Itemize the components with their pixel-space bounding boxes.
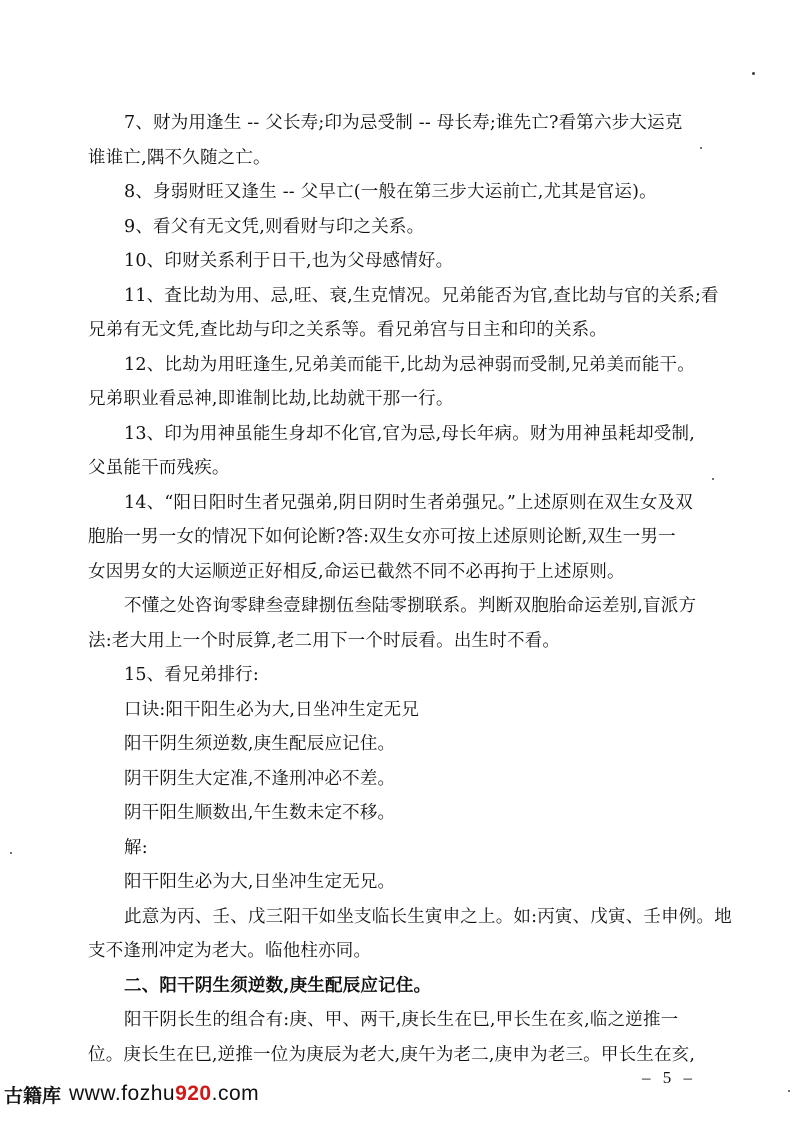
text-line: 13、印为用神虽能生身却不化官,官为忌,母长年病。财为用神虽耗却受制,: [124, 423, 695, 444]
text-line: 位。庚长生在巳,逆推一位为庚辰为老大,庚午为老二,庚申为老三。甲长生在亥,: [88, 1044, 696, 1065]
watermark-logo-text: 古籍库: [4, 1085, 62, 1107]
text-line: 口诀:阳干阳生必为大,日坐冲生定无兄: [124, 699, 420, 720]
scan-speck: [712, 478, 714, 480]
text-line: 9、看父有无文凭,则看财与印之关系。: [124, 216, 425, 237]
text-line: 谁谁亡,隅不久随之亡。: [88, 147, 271, 168]
watermark-url-prefix: www.fozhu: [69, 1082, 176, 1105]
text-line: 兄弟有无文凭,查比劫与印之关系等。看兄弟宫与日主和印的关系。: [88, 320, 608, 340]
text-line: 7、财为用逢生 -- 父长寿;印为忌受制 -- 母长寿;谁先亡?看第六步大运克: [124, 113, 683, 133]
text-line: 阴干阳生顺数出,午生数未定不移。: [124, 803, 396, 823]
text-line: 阴干阴生大定准,不逢刑冲必不差。: [124, 768, 396, 789]
text-line: 兄弟职业看忌神,即谁制比劫,比劫就干那一行。: [88, 389, 454, 409]
text-line: 女因男女的大运顺逆正好相反,命运已截然不同不必再拘于上述原则。: [88, 561, 625, 582]
text-line: 胞胎一男一女的情况下如何论断?答:双生女亦可按上述原则论断,双生一男一: [88, 527, 676, 547]
text-line: 阳干阴长生的组合有:庚、甲、两干,庚长生在巳,甲长生在亥,临之逆推一: [124, 1010, 679, 1030]
text-line: 14、“阳日阳时生者兄强弟,阴日阴时生者弟强兄。”上述原则在双生女及双: [124, 492, 693, 513]
text-line: 法:老大用上一个时辰算,老二用下一个时辰看。出生时不看。: [88, 630, 561, 651]
watermark-url: [69, 1082, 259, 1106]
text-line: 15、看兄弟排行:: [124, 665, 259, 685]
body-text: [88, 106, 734, 1072]
page-number: – 5 –: [642, 1068, 696, 1087]
scan-speck: [788, 1090, 790, 1092]
watermark-url-suffix: .com: [211, 1082, 260, 1105]
scan-speck: [10, 852, 12, 854]
text-line: 12、比劫为用旺逢生,兄弟美而能干,比劫为忌神弱而受制,兄弟美而能干。: [124, 354, 695, 375]
text-line: 二、阳干阴生须逆数,庚生配辰应记住。: [124, 975, 432, 996]
scan-speck: [752, 72, 755, 75]
site-watermark: [4, 1078, 259, 1110]
text-line: 11、査比劫为用、忌,旺、衰,生克情况。兄弟能否为官,查比劫与官的关系;看: [124, 285, 719, 306]
scan-speck: [700, 147, 702, 149]
text-line: 解:: [124, 837, 148, 858]
text-line: 阳干阳生必为大,日坐冲生定无兄。: [124, 872, 396, 892]
text-line: 不懂之处咨询零肆叁壹肆捌伍叁陆零捌联系。判断双胞胎命运差别,盲派方: [124, 596, 697, 616]
text-line: 10、印财关系利于日干,也为父母感情好。: [124, 251, 454, 271]
text-line: 此意为丙、壬、戊三阳干如坐支临长生寅申之上。如:丙寅、戊寅、壬申例。地: [124, 906, 732, 927]
text-line: 支不逢刑冲定为老大。临他柱亦同。: [88, 941, 372, 961]
watermark-url-number: 920: [175, 1082, 212, 1105]
text-line: 父虽能干而残疾。: [88, 458, 230, 478]
text-line: 阳干阴生须逆数,庚生配辰应记住。: [124, 734, 396, 754]
text-line: 8、身弱财旺又逢生 -- 父早亡(一般在第三步大运前亡,尤其是官运)。: [124, 182, 657, 202]
